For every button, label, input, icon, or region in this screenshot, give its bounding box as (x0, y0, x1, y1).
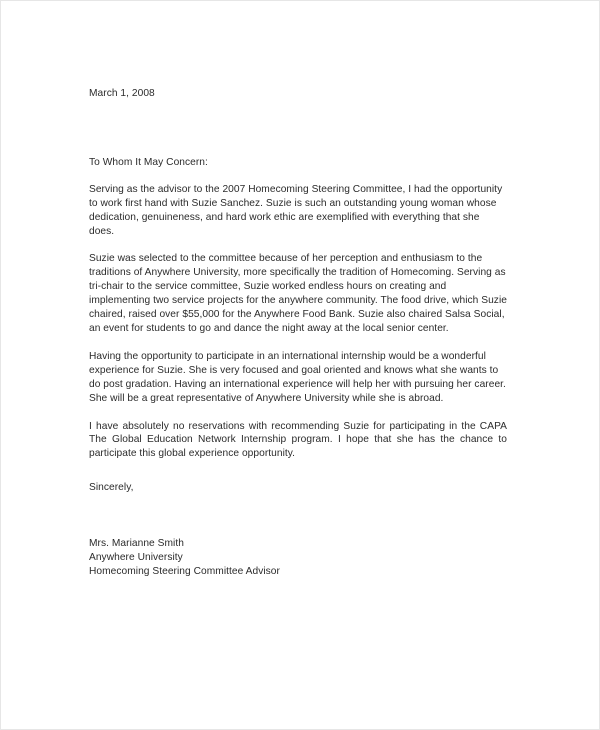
signature-block (89, 537, 507, 579)
letter-date: March 1, 2008 (89, 88, 155, 99)
letter-paragraph-4: I have absolutely no reservations with recommending Suzie for participating in the CAPA The Global Education Network Internship program. I hope that she has the chance to participate this global experience opportunity. (89, 420, 507, 460)
letter-paragraph-2: Suzie was selected to the committee because of her perception and enthusiasm to the traditions of Anywhere University, more specifically the tradition of Homecoming. Serving as tri-chair to the service committee, Suzie worked endless hours on creating and implementing two service projects for the anywhere community. The food drive, which Suzie chaired, raised over $55,000 for the Anywhere Food Bank. Suzie also chaired Salsa Social, an event for students to go and dance the night away at the local senior center. (89, 253, 507, 334)
letter-body (89, 87, 507, 579)
letter-paragraph-1: Serving as the advisor to the 2007 Homecoming Steering Committee, I had the opportunity to work first hand with Suzie Sanchez. Suzie is such an outstanding young woman whose dedication, genuineness, and hard work ethic are exemplified with everything that she does. (89, 183, 503, 237)
letter-paragraph-3: Having the opportunity to participate in an international internship would be a wonderful experience for Suzie. She is very focused and goal oriented and knows what she wants to do post gradation. Having an international experience will help her with pursuing her career. She will be a great representative of Anywhere University while she is abroad. (89, 350, 506, 404)
letter-salutation: To Whom It May Concern: (89, 156, 208, 168)
letter-closing: Sincerely, (89, 482, 134, 494)
signature-name: Mrs. Marianne Smith (89, 538, 184, 550)
signature-title: Homecoming Steering Committee Advisor (89, 565, 280, 577)
signature-organization: Anywhere University (89, 552, 183, 564)
